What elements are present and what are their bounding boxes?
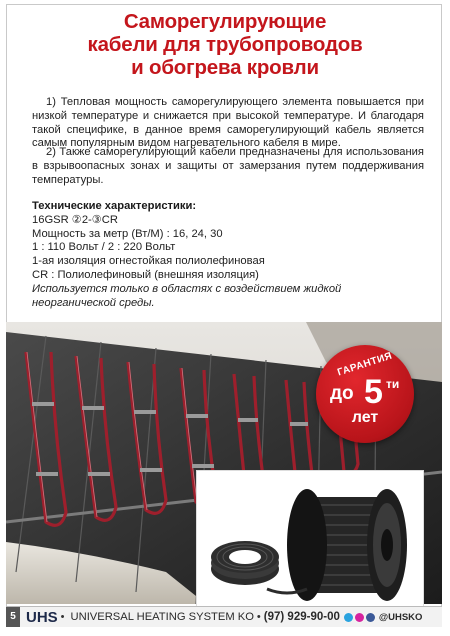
footer-separator-1: • xyxy=(60,611,65,623)
footer-bar xyxy=(6,606,442,627)
cable-reels-illustration xyxy=(197,471,423,607)
warranty-years: лет xyxy=(351,409,379,426)
company-name: UNIVERSAL HEATING SYSTEM KO xyxy=(70,611,254,623)
technical-specs xyxy=(32,200,424,310)
paragraph-1: 1) Тепловая мощность саморегулирующего элемента повышается при низкой температуре и снижается при высокой температуре. И благодаря такой специфике, в данное время саморегулирующий кабель является самым популярным видом нагревательного кабеля в мире. xyxy=(32,96,424,150)
specs-heading: Технические характеристики: xyxy=(32,200,197,212)
warranty-badge xyxy=(316,345,414,443)
brand-logo: UHS xyxy=(26,608,58,626)
specs-note-line-2: неорганической среды. xyxy=(32,296,155,309)
title-line-3: и обогрева кровли xyxy=(131,56,319,79)
page-title xyxy=(0,10,450,79)
specs-power: Мощность за метр (Вт/М) : 16, 24, 30 xyxy=(32,227,223,240)
social-icons xyxy=(344,613,377,622)
phone-number: (97) 929-90-00 xyxy=(263,611,340,623)
specs-note-line-1: Используется только в областях с воздействием жидкой xyxy=(32,282,342,295)
footer-separator-2: • xyxy=(256,611,261,623)
title-line-1: Саморегулирующие xyxy=(123,10,327,33)
specs-voltage: 1 : 110 Вольт / 2 : 220 Вольт xyxy=(32,241,176,254)
specs-insulation-2: CR : Полиолефиновый (внешняя изоляция) xyxy=(32,268,259,281)
social-handle: @UHSKO xyxy=(378,611,423,623)
title-line-2: кабели для трубопроводов xyxy=(87,33,363,56)
instagram-icon xyxy=(355,613,364,622)
paragraph-2: 2) Также саморегулирующий кабели предназначены для использования в взрывоопасных зонах и защиты от замерзания путем поддерживания температуры. xyxy=(32,146,424,186)
facebook-icon xyxy=(366,613,375,622)
warranty-label: ГАРАНТИЯ xyxy=(336,350,394,379)
telegram-icon xyxy=(344,613,353,622)
specs-model: 16GSR ②2-③CR xyxy=(32,213,118,226)
warranty-number: 5 xyxy=(364,373,383,411)
warranty-do: до xyxy=(330,383,354,404)
warranty-suffix: ти xyxy=(386,377,400,391)
specs-insulation-1: 1-ая изоляция огнестойкая полиолефиновая xyxy=(32,255,265,268)
cable-reels-photo xyxy=(196,470,424,608)
page-number: 5 xyxy=(6,607,20,627)
